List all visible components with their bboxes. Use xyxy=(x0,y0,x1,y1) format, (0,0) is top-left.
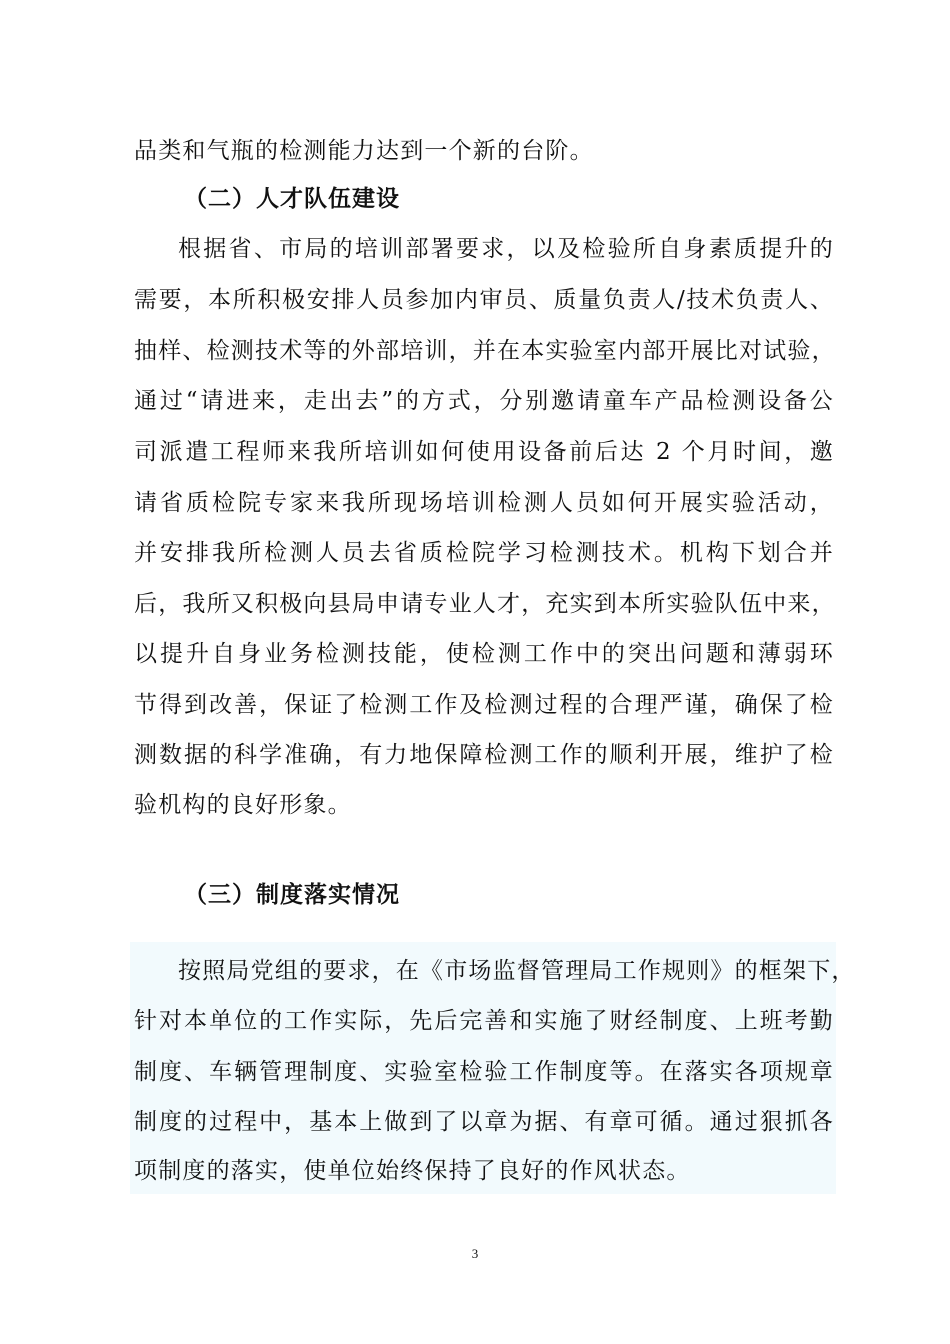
paragraph-line: 验机构的良好形象。 xyxy=(134,792,352,818)
paragraph-line: 请省质检院专家来我所现场培训检测人员如何开展实验活动， xyxy=(134,490,834,516)
page-number: 3 xyxy=(471,1246,479,1261)
paragraph-line: 项制度的落实，使单位始终保持了良好的作风状态。 xyxy=(134,1158,691,1184)
paragraph-line: 并安排我所检测人员去省质检院学习检测技术。机构下划合并 xyxy=(134,540,834,566)
section-heading-talent: （二）人才队伍建设 xyxy=(184,186,400,212)
paragraph-line: 后，我所又积极向县局申请专业人才，充实到本所实验队伍中来， xyxy=(134,591,836,617)
section-heading-rules: （三）制度落实情况 xyxy=(184,882,400,908)
paragraph-line: 制度、车辆管理制度、实验室检验工作制度等。在落实各项规章 xyxy=(134,1059,834,1085)
paragraph-line: 测数据的科学准确，有力地保障检测工作的顺利开展，维护了检 xyxy=(134,742,834,768)
paragraph-line: 针对本单位的工作实际，先后完善和实施了财经制度、上班考勤 xyxy=(134,1008,834,1034)
paragraph-line: 以提升自身业务检测技能，使检测工作中的突出问题和薄弱环 xyxy=(134,641,834,667)
paragraph-line: 抽样、检测技术等的外部培训，并在本实验室内部开展比对试验， xyxy=(134,338,836,364)
paragraph-line: 司派遣工程师来我所培训如何使用设备前后达 2 个月时间，邀 xyxy=(134,439,834,465)
opening-paragraph-line: 品类和气瓶的检测能力达到一个新的台阶。 xyxy=(134,138,594,164)
paragraph-line: 根据省、市局的培训部署要求，以及检验所自身素质提升的 xyxy=(178,236,834,262)
paragraph-line: 通过“请进来，走出去”的方式，分别邀请童车产品检测设备公 xyxy=(134,388,834,414)
paragraph-line: 需要，本所积极安排人员参加内审员、质量负责人/技术负责人、 xyxy=(134,287,834,313)
paragraph-line: 节得到改善，保证了检测工作及检测过程的合理严谨，确保了检 xyxy=(134,692,834,718)
paragraph-line: 制度的过程中，基本上做到了以章为据、有章可循。通过狠抓各 xyxy=(134,1109,834,1135)
paragraph-line: 按照局党组的要求，在《市场监督管理局工作规则》的框架下， xyxy=(178,958,856,984)
